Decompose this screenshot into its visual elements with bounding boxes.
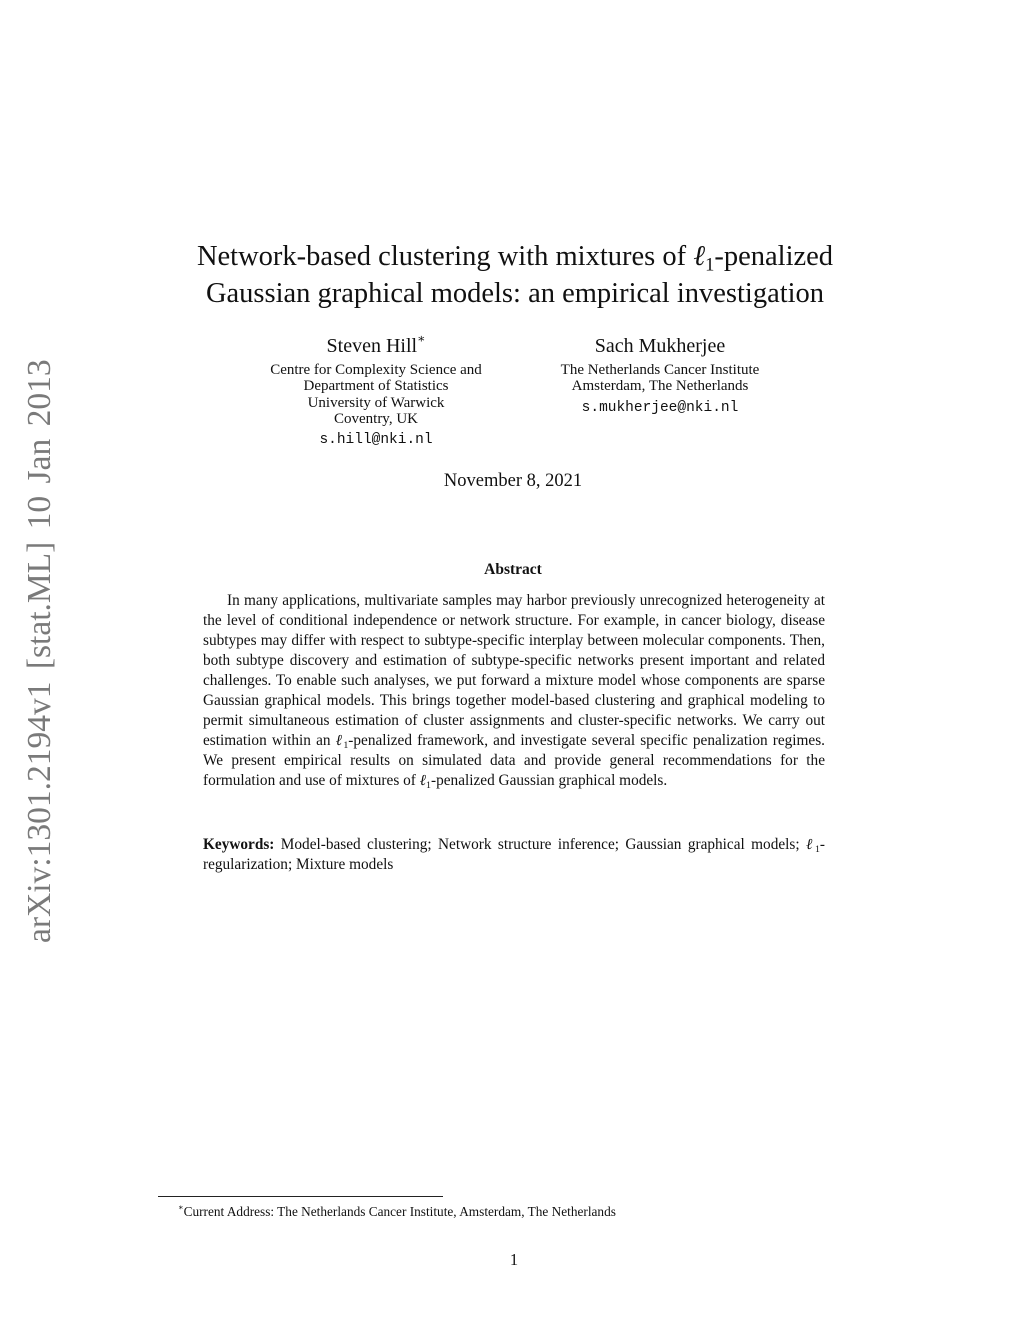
- ell-symbol: ℓ: [335, 732, 344, 749]
- affiliation-line: Department of Statistics: [303, 378, 449, 395]
- title-line1-start: Network-based clustering with mixtures of: [196, 241, 694, 272]
- footnote-divider: [158, 1196, 443, 1197]
- author-name: [236, 331, 516, 358]
- footnote-mark: ∗: [178, 1202, 184, 1212]
- title-line1-end: -penalized: [714, 241, 834, 272]
- affiliation-line: Coventry, UK: [333, 410, 419, 427]
- author-block-2: [520, 334, 800, 417]
- title-ell-symbol: ℓ: [693, 241, 706, 272]
- author-block-1: [236, 331, 516, 449]
- keywords-label: Keywords:: [203, 836, 275, 853]
- affiliation-line: Centre for Complexity Science and: [270, 362, 482, 378]
- abstract-text-part2: -penalized framework, and investigate several specific penalization regimes. We present empirical results on simulated data and provide general recommendations for the formulation and use of mixtures of: [203, 732, 826, 789]
- footnote: [178, 1203, 878, 1220]
- footnote-text: Current Address: The Netherlands Cancer Institute, Amsterdam, The Netherlands: [183, 1204, 616, 1219]
- page-number: 1: [509, 1250, 519, 1269]
- affiliation-line: Amsterdam, The Netherlands: [571, 378, 749, 395]
- author-footnote-mark: ∗: [417, 331, 426, 346]
- ell-subscript: 1: [426, 779, 432, 791]
- keywords-text-part2: -regularization; Mixture models: [203, 836, 826, 873]
- author-name: Sach Mukherjee: [594, 335, 726, 357]
- title-ell-subscript: 1: [705, 254, 715, 276]
- title-line2: Gaussian graphical models: an empirical investigation: [205, 278, 825, 309]
- affiliation-line: University of Warwick: [307, 394, 445, 411]
- paper-date: November 8, 2021: [443, 471, 583, 491]
- author-email[interactable]: s.hill@nki.nl: [319, 432, 433, 449]
- ell-symbol: ℓ: [419, 772, 427, 789]
- abstract-body: [203, 591, 825, 791]
- arxiv-identifier-stamp: arXiv:1301.2194v1 [stat.ML] 10 Jan 2013: [21, 359, 58, 944]
- abstract-heading: Abstract: [484, 561, 542, 578]
- paper-title: [150, 238, 880, 312]
- keywords-paragraph: [203, 835, 825, 875]
- ell-subscript: 1: [343, 739, 349, 751]
- ell-symbol: ℓ: [805, 836, 815, 853]
- ell-subscript: 1: [814, 843, 820, 855]
- abstract-text-part3: -penalized Gaussian graphical models.: [431, 772, 668, 789]
- author-email[interactable]: s.mukherjee@nki.nl: [581, 399, 739, 416]
- author-name-text: Steven Hill: [326, 335, 418, 357]
- abstract-text-part1: In many applications, multivariate samples may harbor previously unrecognized heterogeneity at the level of conditional independence or network structure. For example, in cancer biology, disease subtypes may differ with respect to subtype-specific interplay between molecular components. Then, both subtype discovery and estimation of subtype-specific networks present important and related challenges. To enable such analyses, we put forward a mixture model whose components are sparse Gaussian graphical models. This brings together model-based clustering and graphical modeling to permit simultaneous estimation of cluster assignments and cluster-specific networks. We carry out estimation within an: [203, 592, 825, 749]
- affiliation-line: The Netherlands Cancer Institute: [560, 362, 760, 378]
- keywords-text-part1: Model-based clustering; Network structure inference; Gaussian graphical models;: [280, 836, 806, 853]
